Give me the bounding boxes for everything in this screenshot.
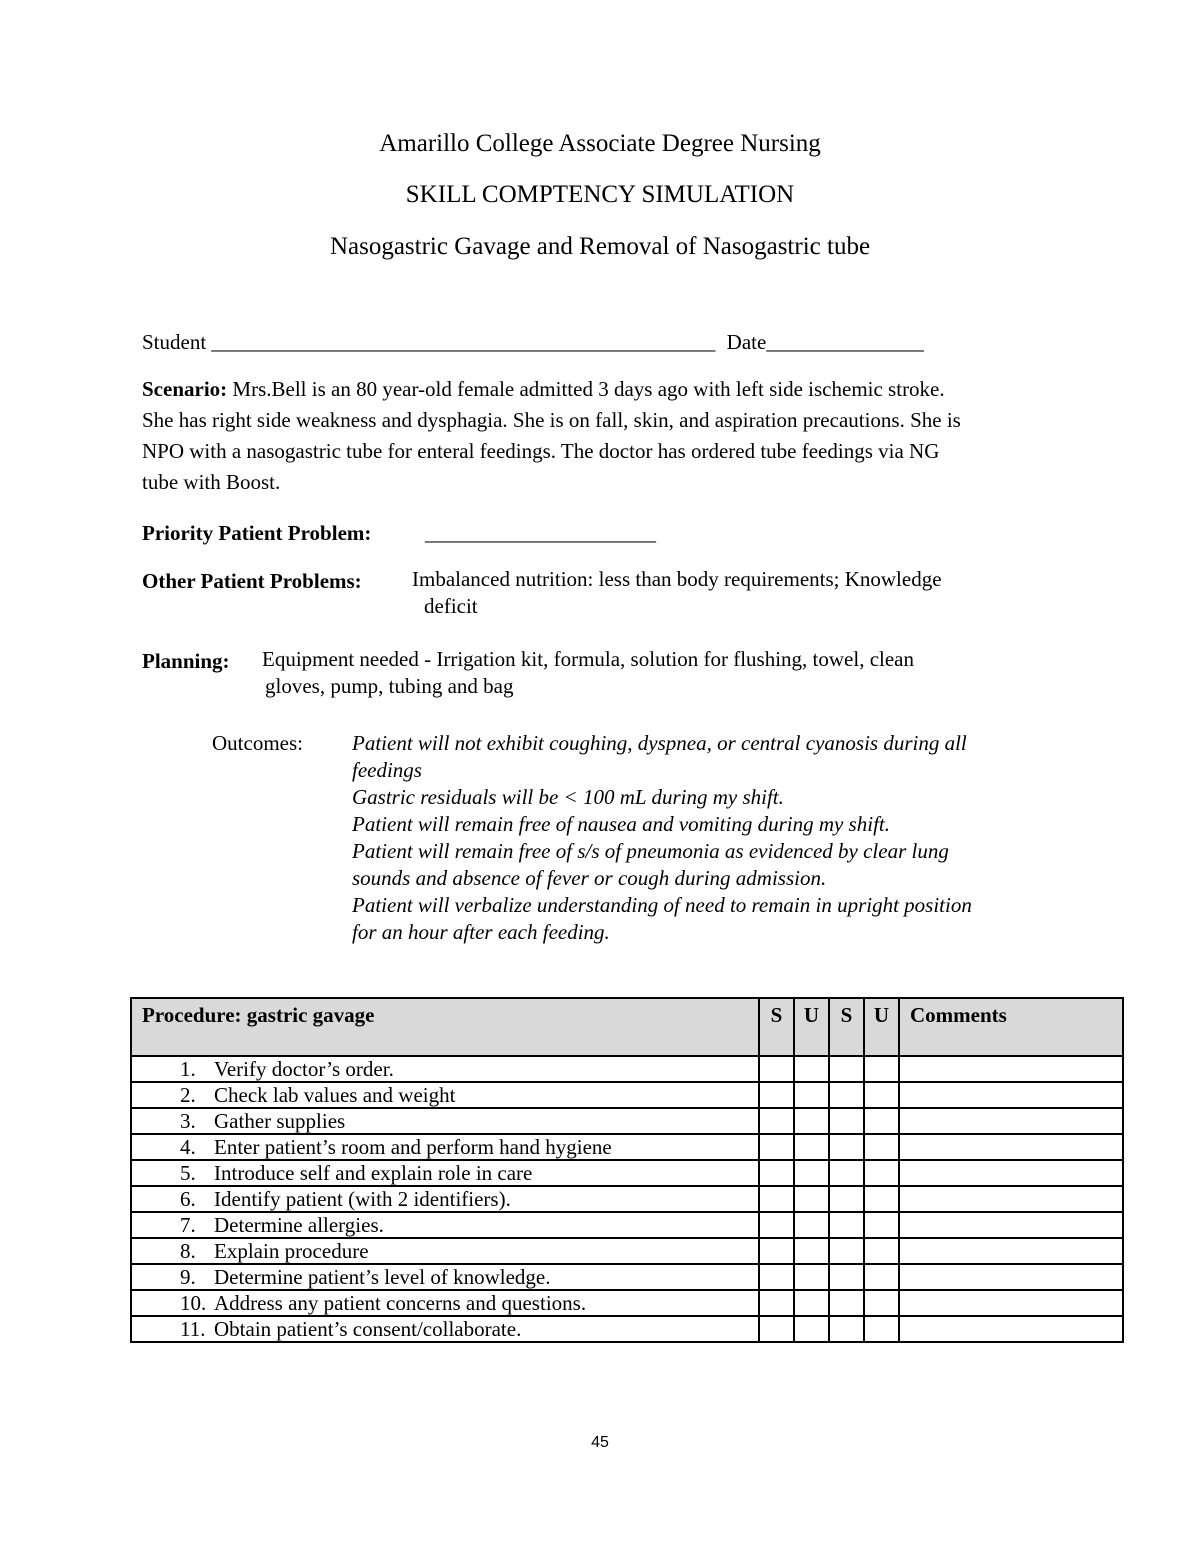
step-number: 11. (180, 1317, 206, 1341)
u1-cell[interactable] (794, 1238, 829, 1264)
s1-cell[interactable] (759, 1056, 794, 1082)
scenario-line-4: tube with Boost. (142, 470, 281, 494)
skill-title: Nasogastric Gavage and Removal of Nasogastric tube (329, 233, 871, 260)
comments-cell[interactable] (899, 1264, 1123, 1290)
table-row (131, 1238, 1123, 1264)
procedure-step-cell (131, 1082, 759, 1108)
step-text: Gather supplies (214, 1109, 346, 1133)
procedure-step-cell (131, 1212, 759, 1238)
s1-cell[interactable] (759, 1290, 794, 1316)
date-label: Date (726, 330, 767, 354)
step-text: Explain procedure (214, 1239, 369, 1263)
outcomes-list (352, 730, 972, 946)
planning-text (262, 646, 914, 700)
u2-cell[interactable] (864, 1290, 899, 1316)
s2-cell[interactable] (829, 1160, 864, 1186)
s2-cell[interactable] (829, 1212, 864, 1238)
student-label: Student (142, 330, 207, 354)
u1-cell[interactable] (794, 1316, 829, 1342)
comments-cell[interactable] (899, 1186, 1123, 1212)
s2-cell[interactable] (829, 1316, 864, 1342)
step-number: 7. (180, 1213, 196, 1237)
table-row (131, 1056, 1123, 1082)
step-number: 8. (180, 1239, 196, 1263)
step-text: Check lab values and weight (214, 1083, 456, 1107)
s2-cell[interactable] (829, 1264, 864, 1290)
procedure-table (130, 997, 1124, 1343)
s1-cell[interactable] (759, 1212, 794, 1238)
outcome-line: Patient will remain free of s/s of pneumonia as evidenced by clear lung (352, 839, 949, 863)
u2-cell[interactable] (864, 1082, 899, 1108)
step-text: Determine patient’s level of knowledge. (214, 1265, 551, 1289)
table-row (131, 1134, 1123, 1160)
comments-cell[interactable] (899, 1290, 1123, 1316)
u1-cell[interactable] (794, 1082, 829, 1108)
planning-line-2: gloves, pump, tubing and bag (265, 674, 514, 698)
step-text: Determine allergies. (214, 1213, 384, 1237)
s2-cell[interactable] (829, 1186, 864, 1212)
header-s2: S (829, 998, 864, 1056)
scenario-line-1: Mrs.Bell is an 80 year-old female admitted 3 days ago with left side ischemic stroke. (232, 377, 945, 401)
step-text: Address any patient concerns and questions. (214, 1291, 587, 1315)
comments-cell[interactable] (899, 1212, 1123, 1238)
step-number: 3. (180, 1109, 196, 1133)
student-blank: ________________________________________________ (211, 330, 716, 354)
u1-cell[interactable] (794, 1108, 829, 1134)
u1-cell[interactable] (794, 1160, 829, 1186)
comments-cell[interactable] (899, 1082, 1123, 1108)
procedure-step-cell (131, 1108, 759, 1134)
date-blank: _______________ (766, 330, 924, 354)
comments-cell[interactable] (899, 1238, 1123, 1264)
comments-cell[interactable] (899, 1108, 1123, 1134)
form-title: SKILL COMPTENCY SIMULATION (405, 181, 795, 208)
outcome-line: for an hour after each feeding. (352, 920, 610, 944)
comments-cell[interactable] (899, 1316, 1123, 1342)
table-row (131, 1082, 1123, 1108)
s1-cell[interactable] (759, 1264, 794, 1290)
scenario-label: Scenario: (142, 377, 228, 401)
other-problems-text (412, 566, 942, 620)
procedure-step-cell (131, 1056, 759, 1082)
header-s1: S (759, 998, 794, 1056)
outcome-line: sounds and absence of fever or cough during admission. (352, 866, 827, 890)
procedure-step-cell (131, 1290, 759, 1316)
procedure-step-cell (131, 1238, 759, 1264)
header-comments: Comments (899, 998, 1123, 1056)
table-row (131, 1212, 1123, 1238)
procedure-step-cell (131, 1186, 759, 1212)
step-number: 9. (180, 1265, 196, 1289)
u2-cell[interactable] (864, 1238, 899, 1264)
step-number: 5. (180, 1161, 196, 1185)
page-number: 45 (591, 1434, 609, 1451)
other-problems-line-2: deficit (424, 594, 478, 618)
step-text: Enter patient’s room and perform hand hygiene (214, 1135, 612, 1159)
procedure-step-cell (131, 1316, 759, 1342)
header-u2: U (864, 998, 899, 1056)
step-text: Introduce self and explain role in care (214, 1161, 533, 1185)
s1-cell[interactable] (759, 1186, 794, 1212)
table-header-row (131, 998, 1123, 1056)
scenario-block (142, 374, 1142, 498)
other-problems-label: Other Patient Problems: (142, 569, 362, 593)
u2-cell[interactable] (864, 1056, 899, 1082)
procedure-step-cell (131, 1160, 759, 1186)
scenario-line-2: She has right side weakness and dysphagia. She is on fall, skin, and aspiration precautions. She is (142, 408, 961, 432)
u2-cell[interactable] (864, 1316, 899, 1342)
step-number: 10. (180, 1291, 207, 1315)
outcome-line: Gastric residuals will be < 100 mL during my shift. (352, 785, 784, 809)
s1-cell[interactable] (759, 1316, 794, 1342)
s1-cell[interactable] (759, 1108, 794, 1134)
table-row (131, 1160, 1123, 1186)
comments-cell[interactable] (899, 1160, 1123, 1186)
priority-problem-blank: ______________________ (425, 521, 656, 545)
procedure-step-cell (131, 1264, 759, 1290)
u2-cell[interactable] (864, 1264, 899, 1290)
step-number: 4. (180, 1135, 196, 1159)
step-text: Identify patient (with 2 identifiers). (214, 1187, 511, 1211)
u1-cell[interactable] (794, 1290, 829, 1316)
comments-cell[interactable] (899, 1056, 1123, 1082)
s2-cell[interactable] (829, 1134, 864, 1160)
u1-cell[interactable] (794, 1134, 829, 1160)
table-row (131, 1290, 1123, 1316)
u2-cell[interactable] (864, 1108, 899, 1134)
planning-label: Planning: (142, 649, 230, 673)
outcome-line: feedings (352, 758, 422, 782)
u2-cell[interactable] (864, 1186, 899, 1212)
comments-cell[interactable] (899, 1134, 1123, 1160)
s2-cell[interactable] (829, 1082, 864, 1108)
u1-cell[interactable] (794, 1264, 829, 1290)
priority-problem-row (142, 518, 371, 549)
s1-cell[interactable] (759, 1160, 794, 1186)
s1-cell[interactable] (759, 1238, 794, 1264)
u2-cell[interactable] (864, 1160, 899, 1186)
step-number: 6. (180, 1187, 196, 1211)
procedure-step-cell (131, 1134, 759, 1160)
header-u1: U (794, 998, 829, 1056)
s2-cell[interactable] (829, 1238, 864, 1264)
u1-cell[interactable] (794, 1212, 829, 1238)
step-text: Verify doctor’s order. (214, 1057, 394, 1081)
u1-cell[interactable] (794, 1186, 829, 1212)
u2-cell[interactable] (864, 1212, 899, 1238)
priority-problem-label: Priority Patient Problem: (142, 521, 372, 545)
s2-cell[interactable] (829, 1290, 864, 1316)
s1-cell[interactable] (759, 1082, 794, 1108)
institution-title: Amarillo College Associate Degree Nursing (379, 130, 821, 157)
s1-cell[interactable] (759, 1134, 794, 1160)
planning-line-1: Equipment needed - Irrigation kit, formula, solution for flushing, towel, clean (262, 647, 915, 671)
scenario-line-3: NPO with a nasogastric tube for enteral feedings. The doctor has ordered tube feedings via NG (142, 439, 940, 463)
table-row (131, 1316, 1123, 1342)
other-problems-line-1: Imbalanced nutrition: less than body requirements; Knowledge (412, 567, 942, 591)
s2-cell[interactable] (829, 1056, 864, 1082)
step-number: 1. (180, 1057, 196, 1081)
u2-cell[interactable] (864, 1134, 899, 1160)
table-row (131, 1108, 1123, 1134)
table-row (131, 1264, 1123, 1290)
step-text: Obtain patient’s consent/collaborate. (214, 1317, 522, 1341)
student-date-line (142, 327, 924, 358)
table-row (131, 1186, 1123, 1212)
outcomes-label: Outcomes: (212, 731, 303, 755)
header-procedure: Procedure: gastric gavage (131, 998, 759, 1056)
outcome-line: Patient will not exhibit coughing, dyspnea, or central cyanosis during all (352, 731, 967, 755)
step-number: 2. (180, 1083, 196, 1107)
u1-cell[interactable] (794, 1056, 829, 1082)
outcome-line: Patient will verbalize understanding of need to remain in upright position (352, 893, 972, 917)
s2-cell[interactable] (829, 1108, 864, 1134)
outcome-line: Patient will remain free of nausea and vomiting during my shift. (352, 812, 890, 836)
